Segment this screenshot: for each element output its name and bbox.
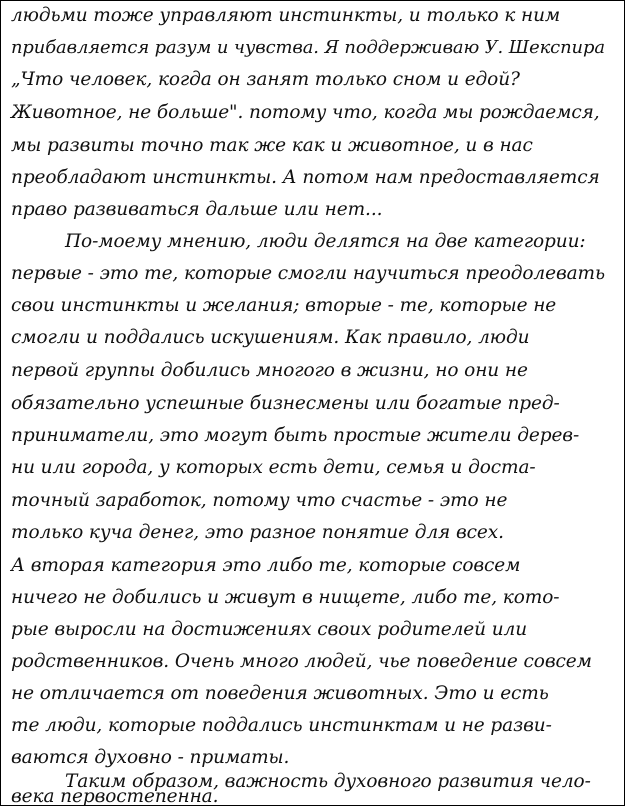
text-line: первые - это те, которые смогли научиться преодолевать [11, 263, 605, 284]
text-line: Таким образом, важность духовного развития чело- [65, 771, 591, 792]
text-line: людьми тоже управляют инстинкты, и только к ним [11, 5, 561, 26]
text-line: мы развиты точно так же как и животное, и в нас [11, 135, 533, 156]
text-line: те люди, которые поддались инстинктам и не разви- [11, 715, 552, 736]
text-line: Животное, не больше". потому что, когда мы рождаемся, [11, 102, 600, 123]
text-line: обязательно успешные бизнесмены или богатые пред- [11, 393, 560, 414]
text-line: приниматели, это могут быть простые жители дерев- [11, 425, 580, 446]
text-line: ничего не добились и живут в нищете, либо те, кото- [11, 587, 560, 608]
text-line: право развиваться дальше или нет... [11, 199, 383, 220]
text-line: „Что человек, когда он занят только сном и едой? [11, 69, 520, 90]
text-line: ни или города, у которых есть дети, семья и доста- [11, 457, 536, 478]
text-line: смогли и поддались искушениям. Как правило, люди [11, 327, 530, 348]
text-line: первой группы добились многого в жизни, но они не [11, 360, 528, 381]
text-line: ваются духовно - приматы. [11, 747, 290, 768]
text-line: родственников. Очень много людей, чье поведение совсем [11, 651, 592, 672]
text-line: По-моему мнению, люди делятся на две категории: [65, 231, 586, 252]
text-line: века первостепенна. [11, 786, 219, 806]
text-line: не отличается от поведения животных. Это и есть [11, 683, 549, 704]
text-line: рые выросли на достижениях своих родителей или [11, 619, 528, 640]
text-line: преобладают инстинкты. А потом нам предоставляется [11, 167, 600, 188]
text-line: прибавляется разум и чувства. Я поддерживаю У. Шекспира [11, 37, 605, 58]
text-line: только куча денег, это разное понятие для всех. [11, 522, 504, 543]
text-line: точный заработок, потому что счастье - это не [11, 490, 508, 511]
text-line: А вторая категория это либо те, которые совсем [11, 555, 521, 576]
text-line: свои инстинкты и желания; вторые - те, которые не [11, 295, 557, 316]
